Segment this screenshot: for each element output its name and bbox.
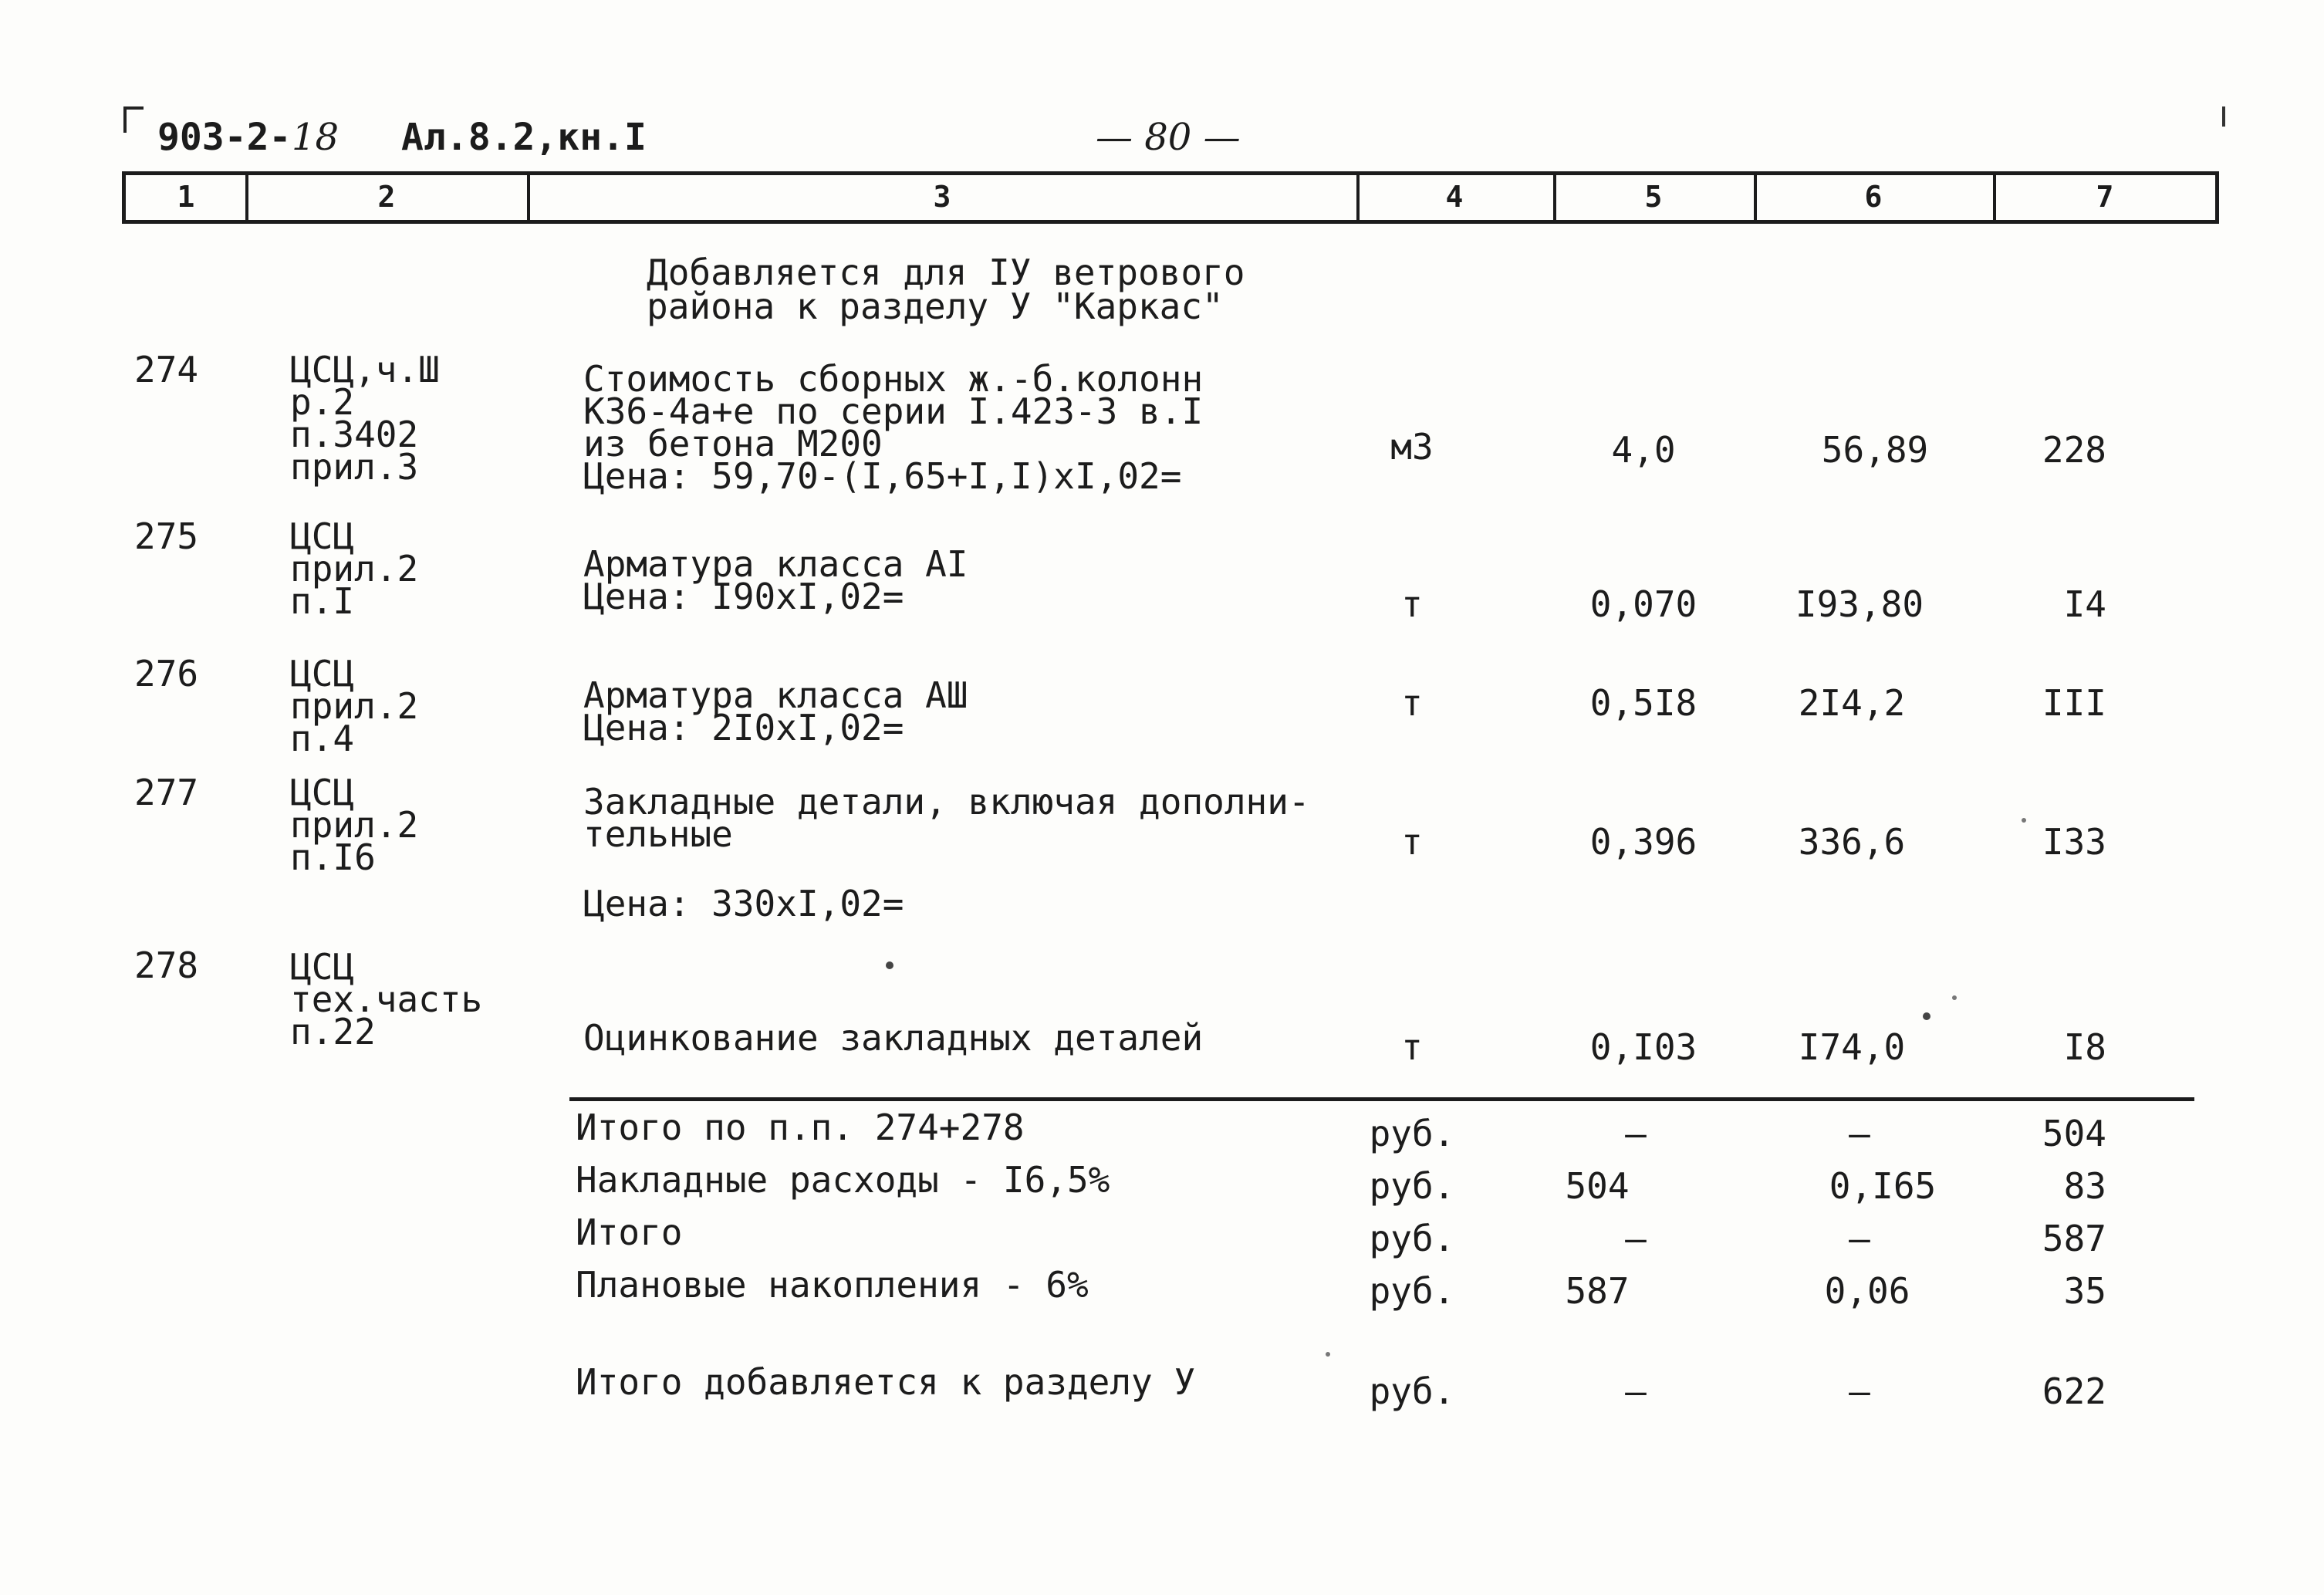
row-description: Арматура класса АI <box>583 543 968 585</box>
col-divider <box>1993 175 1996 220</box>
scan-speck <box>2022 818 2026 823</box>
col-divider <box>245 175 248 220</box>
summary-total: 622 <box>2042 1370 2106 1412</box>
row-price: I74,0 <box>1798 1026 1906 1068</box>
row-description: Цена: 2I0хI,02= <box>583 707 904 749</box>
row-description: Арматура класса АШ <box>583 674 968 716</box>
summary-col5: – <box>1625 1370 1647 1412</box>
column-number: 6 <box>1864 180 1883 214</box>
row-description: К36-4а+е по серии I.423-3 в.I <box>583 390 1204 432</box>
column-number: 1 <box>177 180 195 214</box>
row-ref: ЦСЦ <box>290 653 355 694</box>
row-ref: прил.2 <box>290 804 419 846</box>
row-total: I8 <box>2063 1026 2106 1068</box>
summary-col6: – <box>1849 1218 1870 1259</box>
column-number: 4 <box>1445 180 1464 214</box>
summary-col5: – <box>1625 1218 1647 1259</box>
summary-total: 35 <box>2063 1270 2106 1312</box>
summary-rule <box>569 1097 2194 1101</box>
summary-label: Накладные расходы - I6,5% <box>576 1159 1110 1201</box>
row-ref: р.2 <box>290 381 355 423</box>
row-quantity: 0,070 <box>1589 583 1697 625</box>
scan-speck <box>1923 1012 1930 1020</box>
row-quantity: 0,I03 <box>1589 1026 1697 1068</box>
row-total: I33 <box>2042 821 2106 863</box>
scan-speck <box>886 961 893 969</box>
summary-unit: руб. <box>1369 1218 1455 1259</box>
row-total: III <box>2042 682 2106 724</box>
row-number: 275 <box>134 515 199 557</box>
summary-label: Итого добавляется к разделу У <box>576 1361 1196 1403</box>
row-description: из бетона М200 <box>583 423 883 465</box>
row-quantity: 4,0 <box>1611 429 1676 471</box>
summary-unit: руб. <box>1369 1113 1455 1154</box>
row-unit: т <box>1401 583 1423 625</box>
row-description: тельные <box>583 813 733 855</box>
row-price: I93,80 <box>1795 583 1924 625</box>
row-total: I4 <box>2063 583 2106 625</box>
summary-label: Итого по п.п. 274+278 <box>576 1107 1025 1148</box>
row-number: 276 <box>134 653 199 694</box>
summary-total: 504 <box>2042 1113 2106 1154</box>
row-description: Закладные детали, включая дополни- <box>583 781 1310 823</box>
row-unit: т <box>1401 1026 1423 1068</box>
summary-total: 587 <box>2042 1218 2106 1259</box>
col-divider <box>1356 175 1360 220</box>
row-description: Цена: 330хI,02= <box>583 883 904 924</box>
summary-col6: 0,I65 <box>1829 1165 1937 1207</box>
column-number: 7 <box>2096 180 2114 214</box>
row-description: Стоимость сборных ж.-б.колонн <box>583 358 1204 400</box>
col-divider <box>527 175 530 220</box>
row-ref: ЦСЦ <box>290 946 355 988</box>
row-description: Оцинкование закладных деталей <box>583 1017 1204 1059</box>
scan-speck <box>1952 995 1957 1000</box>
row-number: 278 <box>134 944 199 986</box>
row-ref: тех.часть <box>290 978 483 1020</box>
summary-col6: – <box>1849 1370 1870 1412</box>
corner-mark <box>123 106 144 133</box>
row-ref: п.I6 <box>290 836 376 878</box>
row-number: 274 <box>134 349 199 390</box>
row-price: 56,89 <box>1821 429 1929 471</box>
margin-mark <box>2222 106 2225 127</box>
row-quantity: 0,5I8 <box>1589 682 1697 724</box>
row-unit: т <box>1401 682 1423 724</box>
doc-code-suffix: 18 <box>292 116 339 159</box>
row-ref: прил.2 <box>290 548 419 590</box>
row-ref: ЦСЦ <box>290 515 355 557</box>
summary-label: Итого <box>576 1211 683 1253</box>
row-unit: т <box>1401 821 1423 863</box>
row-ref: прил.2 <box>290 685 419 727</box>
section-title-line: района к разделу У "Каркас" <box>647 286 1224 327</box>
summary-col6: 0,06 <box>1824 1270 1910 1312</box>
album-ref: Ал.8.2,кн.I <box>401 116 647 159</box>
row-ref: ЦСЦ <box>290 772 355 813</box>
row-ref: п.22 <box>290 1011 376 1053</box>
col-divider <box>1754 175 1757 220</box>
row-quantity: 0,396 <box>1589 821 1697 863</box>
row-total: 228 <box>2042 429 2106 471</box>
summary-col5: 587 <box>1565 1270 1630 1312</box>
row-number: 277 <box>134 772 199 813</box>
row-unit: м3 <box>1390 426 1434 468</box>
col-divider <box>1553 175 1556 220</box>
summary-col6: – <box>1849 1113 1870 1154</box>
row-ref: прил.3 <box>290 446 419 488</box>
column-number: 3 <box>933 180 951 214</box>
summary-col5: 504 <box>1565 1165 1630 1207</box>
summary-unit: руб. <box>1369 1270 1455 1312</box>
row-ref: ЦСЦ,ч.Ш <box>290 349 440 390</box>
row-description: Цена: I90хI,02= <box>583 576 904 617</box>
summary-label: Плановые накопления - 6% <box>576 1264 1089 1306</box>
row-description: Цена: 59,70-(I,65+I,I)хI,02= <box>583 455 1182 497</box>
row-ref: п.I <box>290 580 355 622</box>
scan-speck <box>1326 1352 1330 1357</box>
summary-col5: – <box>1625 1113 1647 1154</box>
column-number-bar <box>122 171 2219 224</box>
summary-total: 83 <box>2063 1165 2106 1207</box>
row-ref: п.3402 <box>290 414 419 455</box>
doc-code-prefix: 903-2- <box>157 116 292 159</box>
row-price: 2I4,2 <box>1798 682 1906 724</box>
column-number: 2 <box>377 180 396 214</box>
summary-unit: руб. <box>1369 1165 1455 1207</box>
section-title-line: Добавляется для IУ ветрового <box>647 252 1245 293</box>
column-number: 5 <box>1644 180 1663 214</box>
row-price: 336,6 <box>1798 821 1906 863</box>
summary-unit: руб. <box>1369 1370 1455 1412</box>
row-ref: п.4 <box>290 718 355 759</box>
page-number: — 80 — <box>1096 116 1241 159</box>
